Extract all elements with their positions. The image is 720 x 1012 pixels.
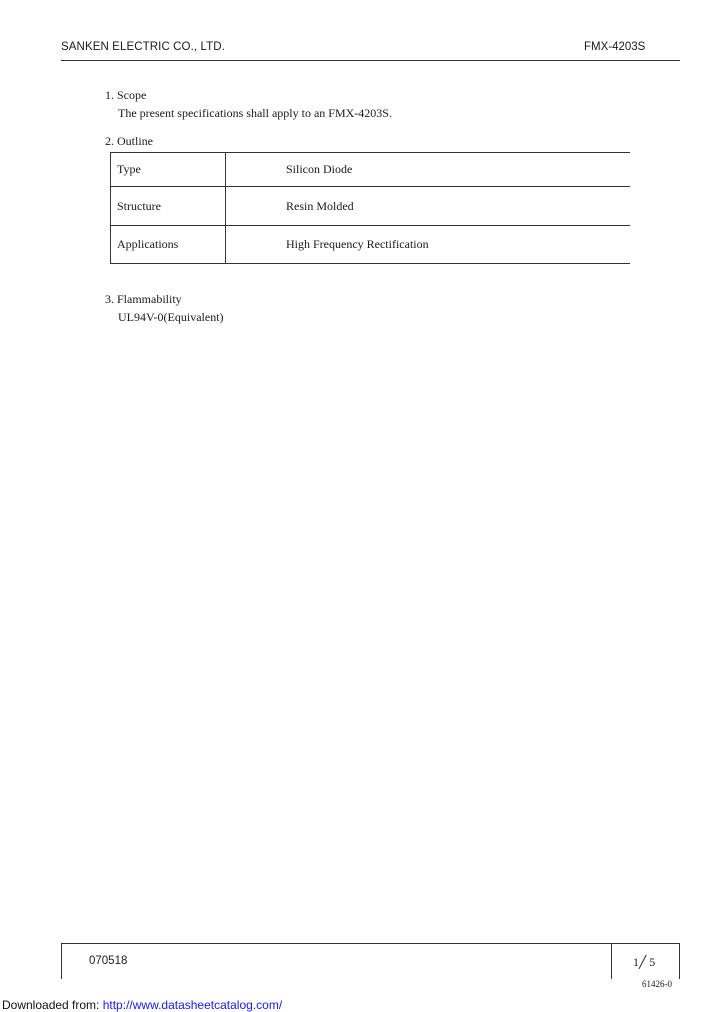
outline-table bbox=[110, 152, 630, 264]
footer-border-left bbox=[61, 943, 62, 979]
outline-heading: 2. Outline bbox=[105, 134, 153, 148]
header-divider bbox=[61, 60, 680, 61]
scope-body: The present specifications shall apply to an FMX-4203S. bbox=[118, 106, 392, 120]
table-row bbox=[111, 187, 631, 226]
download-label: Downloaded from: bbox=[2, 998, 103, 1012]
outline-label-applications: Applications bbox=[111, 226, 226, 264]
flammability-body: UL94V-0(Equivalent) bbox=[118, 310, 224, 324]
flammability-heading: 3. Flammability bbox=[105, 292, 182, 306]
table-row bbox=[111, 226, 631, 264]
outline-value-type: Silicon Diode bbox=[226, 153, 631, 187]
footer-border-middle bbox=[611, 943, 612, 979]
footer-border-right bbox=[679, 943, 680, 979]
outline-label-structure: Structure bbox=[111, 187, 226, 226]
scope-heading: 1. Scope bbox=[105, 88, 147, 102]
page-number: 1╱ 5 bbox=[633, 955, 656, 969]
footer-code: 61426-0 bbox=[642, 979, 672, 989]
outline-label-type: Type bbox=[111, 153, 226, 187]
company-name: SANKEN ELECTRIC CO., LTD. bbox=[61, 41, 225, 53]
outline-value-applications: High Frequency Rectification bbox=[226, 226, 631, 264]
download-notice bbox=[2, 998, 282, 1012]
footer-divider bbox=[61, 943, 680, 944]
table-row bbox=[111, 153, 631, 187]
outline-value-structure: Resin Molded bbox=[226, 187, 631, 226]
download-link[interactable]: http://www.datasheetcatalog.com/ bbox=[102, 998, 283, 1012]
footer-date: 070518 bbox=[89, 955, 128, 967]
document-number: FMX-4203S bbox=[584, 41, 646, 53]
